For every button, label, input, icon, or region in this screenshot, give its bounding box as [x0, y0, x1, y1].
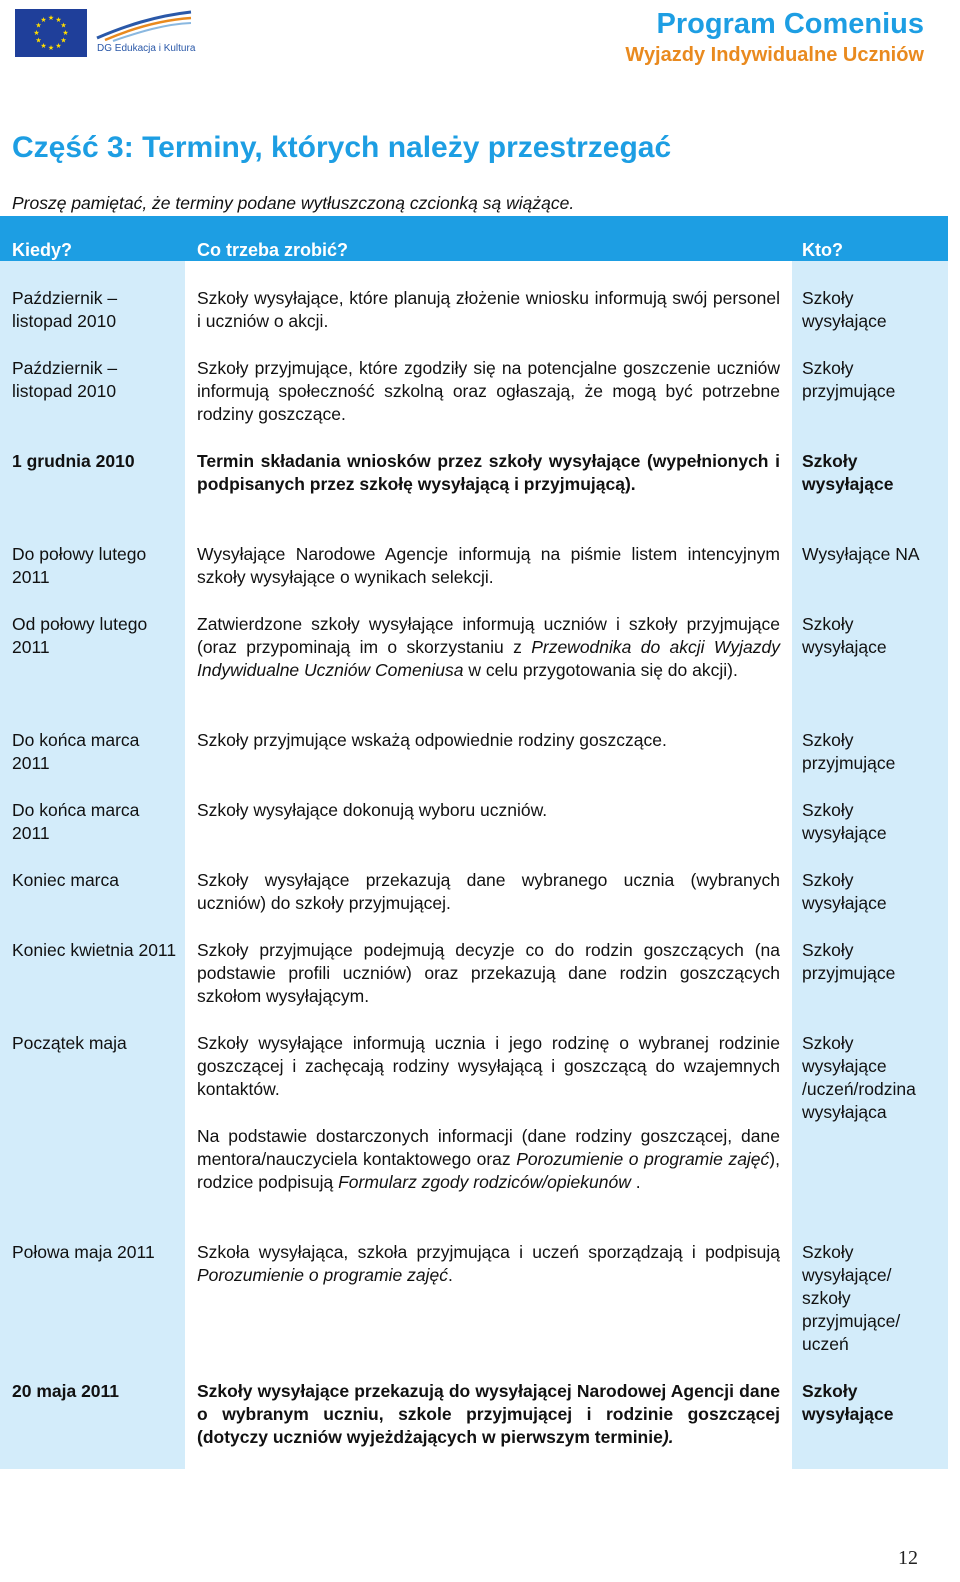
cell-when: Do końca marca 2011 [12, 730, 140, 773]
table-row [0, 590, 948, 706]
cell-who: Szkoły wysyłające [802, 1381, 894, 1424]
cell-what: Szkoły przyjmujące, które zgodziły się na potencjalne goszczenie uczniów informują społeczność szkolną oraz ogłaszają, że mogą być potrzebne rodziny goszczące. [197, 358, 780, 424]
cell-what [185, 1380, 792, 1473]
page-header [0, 0, 960, 80]
text-run: w celu przygotowania się do akcji). [463, 660, 738, 680]
cell-when: Połowa maja 2011 [12, 1242, 155, 1262]
svg-text:★: ★ [35, 36, 42, 45]
header-who: Kto? [802, 240, 843, 260]
svg-text:★: ★ [40, 42, 47, 50]
cell-when: Do połowy lutego 2011 [12, 544, 147, 587]
svg-text:★: ★ [35, 21, 42, 30]
cell-who: Szkoły przyjmujące [802, 730, 896, 773]
cell-when: 1 grudnia 2010 [12, 451, 135, 471]
cell-who: Szkoły wysyłające [802, 614, 887, 657]
table-row [0, 1357, 948, 1473]
header-when: Kiedy? [12, 240, 73, 260]
table-row [0, 1218, 948, 1357]
svg-text:★: ★ [33, 29, 40, 37]
cell-who: Szkoły wysyłające /uczeń/rodzina wysyłająca [802, 1033, 916, 1122]
cell-who: Szkoły wysyłające [802, 288, 887, 331]
cell-who: Szkoły wysyłające [802, 800, 887, 843]
document-title: Porozumienie o programie zajęć [197, 1265, 448, 1285]
program-title: Program Comenius [656, 8, 924, 40]
table-row [0, 261, 948, 334]
cell-when: Koniec marca [12, 870, 119, 890]
svg-text:★: ★ [55, 42, 62, 50]
cell-what: Szkoły przyjmujące wskażą odpowiednie rodziny goszczące. [197, 730, 667, 750]
text-run: Na podstawie dostarczonych informacji (dane rodziny goszczącej, dane mentora/nauczyciela kontaktowego oraz [197, 1126, 780, 1169]
table-header [0, 216, 948, 261]
text-run: ). [662, 1427, 674, 1447]
svg-text:★: ★ [47, 14, 55, 22]
cell-when: Od połowy lutego 2011 [12, 614, 148, 657]
text-run: Szkoły wysyłające przekazują do wysyłającej Narodowej Agencji dane o wybranym uczniu, szkole przyjmującej i rodzinie goszczącej (dotyczy uczniów wyjeżdżających w pierwszym terminie [197, 1381, 780, 1447]
cell-who: Szkoły wysyłające [802, 870, 887, 913]
svg-text:★: ★ [40, 16, 47, 24]
eu-flag-logo [15, 9, 87, 57]
cell-what: Szkoły wysyłające, które planują złożenie wniosku informują swój personel i uczniów o akcji. [197, 288, 780, 331]
cell-when: Początek maja [12, 1033, 127, 1053]
document-title: Formularz zgody rodziców/opiekunów [338, 1172, 631, 1192]
svg-text:★: ★ [47, 44, 55, 52]
svg-text:★: ★ [62, 29, 69, 37]
cell-when: Październik – listopad 2010 [12, 288, 118, 331]
cell-who: Szkoły przyjmujące [802, 940, 896, 983]
cell-who: Wysyłające NA [802, 544, 920, 564]
table-body [0, 261, 948, 1473]
header-what: Co trzeba zrobić? [197, 240, 349, 260]
cell-when: Październik – listopad 2010 [12, 358, 118, 401]
cell-who: Szkoły wysyłające/ szkoły przyjmujące/ uczeń [802, 1242, 901, 1354]
cell-what: Szkoły wysyłające przekazują dane wybranego ucznia (wybranych uczniów) do szkoły przyjmującej. [197, 870, 780, 913]
cell-when: Do końca marca 2011 [12, 800, 140, 843]
document-title: Porozumienie o programie zajęć [516, 1149, 770, 1169]
text-run: . [447, 1265, 453, 1285]
cell-what: Szkoły wysyłające dokonują wyboru uczniów. [197, 800, 548, 820]
paragraph [197, 1125, 780, 1194]
page-number: 12 [898, 1547, 918, 1569]
paragraph: Szkoły wysyłające informują ucznia i jego rodzinę o wybranej rodzinie goszczącej i zachęcają rodziny wysyłającą i goszczącą do wzajemnych kontaktów. [197, 1033, 780, 1099]
cell-when: 20 maja 2011 [12, 1381, 120, 1401]
table-row [0, 334, 948, 427]
cell-what: Termin składania wniosków przez szkoły wysyłające (wypełnionych i podpisanych przez szkołę wysyłającą i przyjmującą). [197, 451, 780, 494]
table-row [0, 1009, 948, 1218]
svg-text:★: ★ [60, 21, 67, 30]
svg-text:★: ★ [55, 16, 62, 24]
table-row [0, 427, 948, 520]
dg-logo-text: DG Edukacja i Kultura [97, 43, 196, 54]
cell-who: Szkoły przyjmujące [802, 358, 896, 401]
deadline-note: Proszę pamiętać, że terminy podane wytłuszczoną czcionką są wiążące. [12, 193, 575, 213]
svg-text:★: ★ [60, 36, 67, 45]
cell-what: Wysyłające Narodowe Agencje informują na piśmie listem intencyjnym szkoły wysyłające o wynikach selekcji. [197, 544, 780, 587]
cell-what: Szkoły przyjmujące podejmują decyzje co do rodzin goszczących (na podstawie profili uczniów) oraz przekazują dane rodzin goszczących szkołom wysyłającym. [197, 940, 780, 1006]
text-run: . [630, 1172, 641, 1192]
table-row [0, 776, 948, 846]
text-run: Zatwierdzone szkoły wysyłające informują uczniów i szkoły przyjmujące (oraz przypominają im o skorzystaniu z [197, 614, 780, 657]
table-row [0, 916, 948, 1009]
cell-what [185, 1032, 792, 1218]
program-subtitle: Wyjazdy Indywidualne Uczniów [625, 44, 924, 66]
deadlines-table [0, 216, 948, 1473]
cell-what [185, 613, 792, 706]
table-row [0, 520, 948, 590]
section-title: Część 3: Terminy, których należy przestrzegać [12, 131, 672, 164]
table-row [0, 846, 948, 916]
cell-who: Szkoły wysyłające [802, 451, 894, 494]
cell-what [185, 1241, 792, 1357]
text-run: ), rodzice podpisują [197, 1149, 780, 1192]
guide-title: Przewodnika do akcji Wyjazdy Indywidualne Uczniów Comeniusa [197, 637, 781, 680]
text-run: Szkoła wysyłająca, szkoła przyjmująca i uczeń sporządzają i podpisują [197, 1242, 780, 1262]
table-row [0, 706, 948, 776]
cell-when: Koniec kwietnia 2011 [12, 940, 177, 960]
